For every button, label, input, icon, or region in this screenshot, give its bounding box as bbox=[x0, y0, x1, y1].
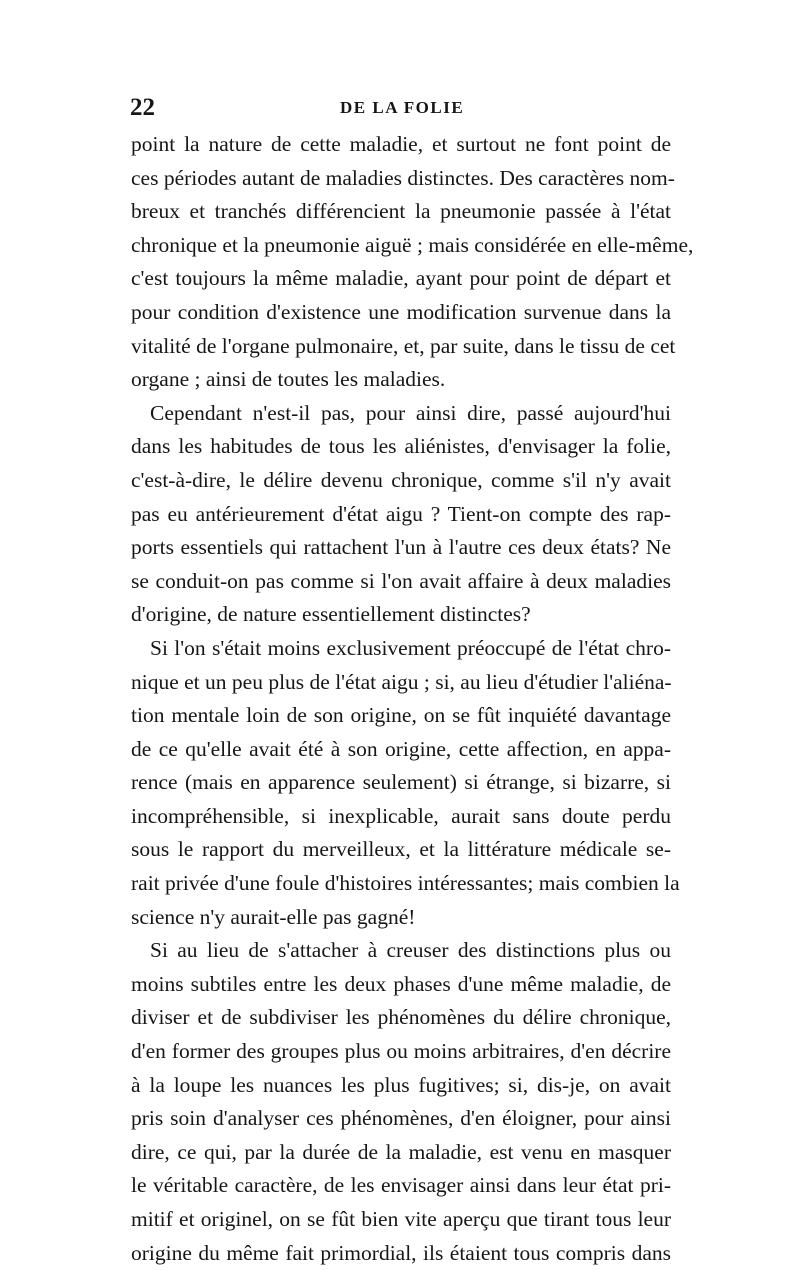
text-line: pour condition d'existence une modification survenue dans la bbox=[131, 299, 671, 324]
text-line: ces périodes autant de maladies distinctes. Des caractères nom- bbox=[131, 165, 675, 190]
text-line: point la nature de cette maladie, et surtout ne font point de bbox=[131, 132, 671, 156]
text-line: mitif et originel, on se fût bien vite aperçu que tirant tous leur bbox=[131, 1207, 671, 1231]
text-line: incompréhensible, si inexplicable, aurait sans doute perdu bbox=[131, 803, 671, 828]
text-line: science n'y aurait-elle pas gagné! bbox=[131, 904, 416, 929]
text-line: pris soin d'analyser ces phénomènes, d'en éloigner, pour ainsi bbox=[131, 1106, 671, 1131]
text-line: moins subtiles entre les deux phases d'une même maladie, de bbox=[131, 971, 671, 996]
text-line: dire, ce qui, par la durée de la maladie, est venu en masquer bbox=[131, 1139, 671, 1164]
page-number: 22 bbox=[130, 94, 155, 121]
text-line: tion mentale loin de son origine, on se fût inquiété davantage bbox=[131, 703, 671, 728]
running-title: DE LA FOLIE bbox=[340, 98, 465, 117]
text-line: chronique et la pneumonie aiguë ; mais considérée en elle-même, bbox=[131, 232, 694, 257]
text-line: d'en former des groupes plus ou moins arbitraires, d'en décrire bbox=[131, 1039, 671, 1064]
text-line: le véritable caractère, de les envisager ainsi dans leur état pri- bbox=[131, 1173, 671, 1198]
text-line: rait privée d'une foule d'histoires intéressantes; mais combien la bbox=[131, 871, 680, 896]
text-line: ports essentiels qui rattachent l'un à l'autre ces deux états? Ne bbox=[131, 535, 671, 560]
text-line: origine du même fait primordial, ils étaient tous compris dans bbox=[131, 1240, 671, 1265]
text-line: à la loupe les nuances les plus fugitives; si, dis-je, on avait bbox=[131, 1072, 671, 1097]
body-text bbox=[131, 128, 694, 1270]
text-line: organe ; ainsi de toutes les maladies. bbox=[131, 367, 446, 392]
text-line: nique et un peu plus de l'état aigu ; si, au lieu d'étudier l'aliéna- bbox=[131, 669, 672, 694]
text-line: de ce qu'elle avait été à son origine, cette affection, en appa- bbox=[131, 736, 671, 761]
text-line: sous le rapport du merveilleux, et la littérature médicale se- bbox=[131, 837, 671, 862]
text-line: pas eu antérieurement d'état aigu ? Tient-on compte des rap- bbox=[131, 501, 671, 526]
text-line: vitalité de l'organe pulmonaire, et, par suite, dans le tissu de cet bbox=[131, 333, 676, 358]
text-line: c'est toujours la même maladie, ayant pour point de départ et bbox=[131, 266, 671, 291]
text-line: diviser et de subdiviser les phénomènes du délire chronique, bbox=[131, 1005, 671, 1030]
text-line: c'est-à-dire, le délire devenu chronique, comme s'il n'y avait bbox=[131, 467, 671, 492]
text-line: rence (mais en apparence seulement) si étrange, si bizarre, si bbox=[131, 770, 671, 795]
text-line: Si l'on s'était moins exclusivement préoccupé de l'état chro- bbox=[150, 635, 671, 660]
text-line: breux et tranchés différencient la pneumonie passée à l'état bbox=[131, 199, 671, 224]
text-line: Cependant n'est-il pas, pour ainsi dire, passé aujourd'hui bbox=[150, 400, 671, 425]
text-line: Si au lieu de s'attacher à creuser des distinctions plus ou bbox=[150, 938, 671, 963]
text-line: se conduit-on pas comme si l'on avait affaire à deux maladies bbox=[131, 568, 671, 593]
text-line: dans les habitudes de tous les aliénistes, d'envisager la folie, bbox=[131, 434, 671, 459]
text-line: d'origine, de nature essentiellement distinctes? bbox=[131, 602, 531, 627]
running-head bbox=[130, 95, 670, 121]
